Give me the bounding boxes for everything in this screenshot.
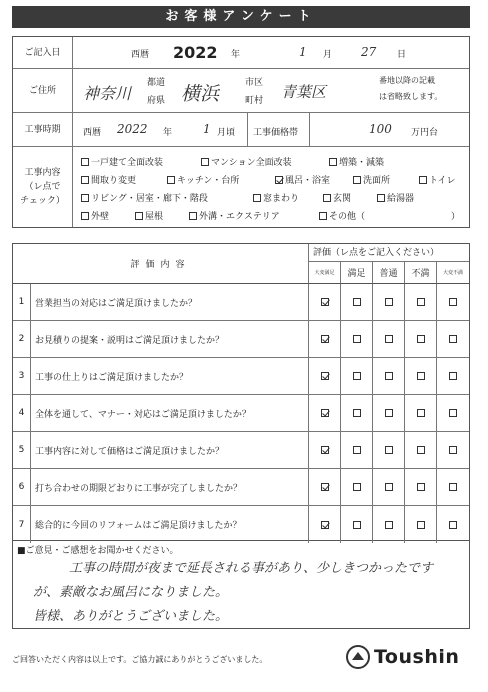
rating-checkbox[interactable] bbox=[449, 372, 457, 380]
rating-cell bbox=[373, 358, 405, 394]
rating-title: 評価（レ点をご記入ください） bbox=[309, 244, 469, 262]
rating-checkbox[interactable] bbox=[417, 298, 425, 306]
rating-checkbox[interactable] bbox=[353, 483, 361, 491]
date-year-unit: 年 bbox=[231, 50, 241, 60]
question-text: 全体を通して、マナー・対応はご満足頂けましたか？ bbox=[31, 395, 309, 431]
rating-checkbox[interactable] bbox=[449, 446, 457, 454]
comment-line[interactable]: が、素敵なお風呂になりました。 bbox=[33, 585, 229, 600]
option-roof[interactable]: 屋根 bbox=[135, 209, 163, 222]
rating-checkbox[interactable] bbox=[385, 483, 393, 491]
option-checkbox[interactable] bbox=[201, 158, 209, 166]
option-checkbox-checked[interactable] bbox=[275, 176, 283, 184]
evaluation-row bbox=[13, 469, 469, 506]
rating-checkbox[interactable] bbox=[385, 335, 393, 343]
option-checkbox[interactable] bbox=[323, 194, 331, 202]
address-note-line1: 番地以降の記載 bbox=[379, 76, 435, 85]
option-exterior-wall[interactable]: 外壁 bbox=[81, 209, 109, 222]
rating-cell bbox=[373, 321, 405, 357]
rating-cell bbox=[309, 469, 341, 505]
option-other-close: ） bbox=[451, 212, 461, 222]
rating-cell bbox=[405, 395, 437, 431]
evaluation-row bbox=[13, 395, 469, 432]
rating-cell bbox=[341, 358, 373, 394]
rating-checkbox[interactable] bbox=[385, 446, 393, 454]
option-toilet[interactable]: トイレ bbox=[419, 173, 456, 186]
rating-checkbox[interactable] bbox=[417, 372, 425, 380]
question-number: 3 bbox=[13, 358, 31, 394]
address-town[interactable]: 青葉区 bbox=[281, 83, 327, 101]
option-exterior[interactable]: 外溝・エクステリア bbox=[189, 209, 280, 222]
option-layout[interactable]: 間取り変更 bbox=[81, 173, 136, 186]
option-water-heater[interactable]: 給湯器 bbox=[377, 191, 414, 204]
rating-checkbox-checked[interactable] bbox=[321, 335, 329, 343]
rating-cell bbox=[373, 284, 405, 320]
price-label: 工事価格帯 bbox=[253, 128, 299, 138]
address-city[interactable]: 横浜 bbox=[181, 83, 220, 105]
period-label: 工事時期 bbox=[13, 113, 73, 146]
rating-checkbox[interactable] bbox=[449, 521, 457, 529]
rating-cell bbox=[437, 432, 469, 468]
rating-checkbox[interactable] bbox=[353, 335, 361, 343]
period-month-unit: 月頃 bbox=[217, 128, 236, 138]
question-text: 工事の仕上りはご満足頂けましたか？ bbox=[31, 358, 309, 394]
rating-cell bbox=[309, 506, 341, 543]
question-text: 営業担当の対応はご満足頂けましたか？ bbox=[31, 284, 309, 320]
question-text: お見積りの提案・説明はご満足頂けましたか？ bbox=[31, 321, 309, 357]
customer-info-form bbox=[12, 36, 470, 228]
option-checkbox[interactable] bbox=[81, 176, 89, 184]
option-checkbox[interactable] bbox=[167, 176, 175, 184]
question-number: 5 bbox=[13, 432, 31, 468]
content-label bbox=[13, 147, 73, 227]
question-number: 2 bbox=[13, 321, 31, 357]
rating-checkbox[interactable] bbox=[417, 446, 425, 454]
rating-cell bbox=[373, 506, 405, 543]
question-number: 7 bbox=[13, 506, 31, 543]
question-number: 4 bbox=[13, 395, 31, 431]
rating-cell bbox=[437, 284, 469, 320]
rating-cell bbox=[405, 321, 437, 357]
rating-checkbox[interactable] bbox=[449, 298, 457, 306]
option-checkbox[interactable] bbox=[189, 212, 197, 220]
rating-checkbox-checked[interactable] bbox=[321, 521, 329, 529]
date-day-unit: 日 bbox=[397, 50, 407, 60]
option-other[interactable]: その他（ bbox=[319, 209, 365, 222]
option-entrance[interactable]: 玄関 bbox=[323, 191, 351, 204]
pref-label-bottom: 府県 bbox=[147, 96, 166, 106]
rating-cell bbox=[341, 284, 373, 320]
rating-cell bbox=[405, 284, 437, 320]
address-label: ご住所 bbox=[13, 69, 73, 112]
rating-checkbox[interactable] bbox=[385, 372, 393, 380]
rating-cell bbox=[405, 358, 437, 394]
col-dissatisfied: 不満 bbox=[405, 262, 437, 283]
rating-cell bbox=[309, 395, 341, 431]
address-row bbox=[13, 69, 469, 113]
date-era: 西暦 bbox=[131, 50, 150, 60]
question-text: 総合的に今回のリフォームはご満足頂けましたか？ bbox=[31, 506, 309, 543]
rating-cell bbox=[405, 506, 437, 543]
question-text: 工事内容に対して価格はご満足頂けましたか？ bbox=[31, 432, 309, 468]
option-checkbox[interactable] bbox=[81, 194, 89, 202]
rating-checkbox[interactable] bbox=[449, 409, 457, 417]
rating-checkbox[interactable] bbox=[353, 446, 361, 454]
evaluation-title: 評価内容 bbox=[13, 244, 309, 283]
option-checkbox[interactable] bbox=[81, 158, 89, 166]
date-day[interactable]: 27 bbox=[361, 45, 377, 59]
rating-cell bbox=[341, 506, 373, 543]
date-month-unit: 月 bbox=[323, 50, 333, 60]
col-very-satisfied: 大変満足 bbox=[309, 262, 341, 283]
option-windows[interactable]: 窓まわり bbox=[253, 191, 299, 204]
comment-heading: ■ご意見・ご感想をお聞かせください。 bbox=[17, 546, 179, 556]
option-checkbox[interactable] bbox=[419, 176, 427, 184]
comment-box bbox=[12, 541, 470, 629]
evaluation-row bbox=[13, 506, 469, 543]
period-year-unit: 年 bbox=[163, 128, 173, 138]
evaluation-row bbox=[13, 358, 469, 395]
option-bath[interactable]: 風呂・浴室 bbox=[275, 173, 330, 186]
option-checkbox[interactable] bbox=[135, 212, 143, 220]
rating-checkbox[interactable] bbox=[385, 409, 393, 417]
rating-checkbox[interactable] bbox=[417, 409, 425, 417]
rating-cell bbox=[405, 432, 437, 468]
col-neutral: 普通 bbox=[373, 262, 405, 283]
period-era: 西暦 bbox=[83, 128, 102, 138]
question-text: 打ち合わせの期限どおりに工事が完了しましたか？ bbox=[31, 469, 309, 505]
rating-cell bbox=[309, 432, 341, 468]
rating-cell bbox=[437, 469, 469, 505]
date-row bbox=[13, 37, 469, 69]
rating-cell bbox=[437, 506, 469, 543]
rating-cell bbox=[373, 395, 405, 431]
rating-cell bbox=[341, 395, 373, 431]
rating-cell bbox=[309, 358, 341, 394]
price-value[interactable]: 100 bbox=[369, 122, 392, 136]
house-logo-icon bbox=[346, 645, 370, 669]
option-washroom[interactable]: 洗面所 bbox=[353, 173, 390, 186]
period-divider-right bbox=[309, 113, 310, 146]
evaluation-table bbox=[12, 243, 470, 541]
rating-checkbox[interactable] bbox=[353, 298, 361, 306]
survey-title: お客様アンケート bbox=[12, 6, 470, 28]
rating-checkbox-checked[interactable] bbox=[321, 446, 329, 454]
date-label: ご記入日 bbox=[13, 37, 73, 68]
rating-checkbox-checked[interactable] bbox=[321, 372, 329, 380]
evaluation-header bbox=[13, 244, 469, 284]
rating-checkbox[interactable] bbox=[385, 521, 393, 529]
city-label-bottom: 町村 bbox=[245, 96, 264, 106]
rating-checkbox[interactable] bbox=[353, 409, 361, 417]
period-month[interactable]: 1 bbox=[203, 122, 211, 136]
option-checkbox[interactable] bbox=[329, 158, 337, 166]
rating-checkbox-checked[interactable] bbox=[321, 409, 329, 417]
comment-line[interactable]: 皆様、ありがとうございました。 bbox=[33, 609, 229, 624]
option-checkbox[interactable] bbox=[253, 194, 261, 202]
city-label-top: 市区 bbox=[245, 78, 264, 88]
date-year[interactable]: 2022 bbox=[173, 43, 218, 62]
rating-checkbox-checked[interactable] bbox=[321, 483, 329, 491]
option-kitchen[interactable]: キッチン・台所 bbox=[167, 173, 239, 186]
rating-checkbox[interactable] bbox=[449, 335, 457, 343]
option-checkbox[interactable] bbox=[377, 194, 385, 202]
rating-cell bbox=[309, 321, 341, 357]
rating-checkbox[interactable] bbox=[353, 521, 361, 529]
period-year[interactable]: 2022 bbox=[117, 122, 148, 136]
footer-text: ご回答いただく内容は以上です。ご協力誠にありがとうございました。 bbox=[12, 655, 268, 664]
rating-cell bbox=[341, 432, 373, 468]
period-row bbox=[13, 113, 469, 147]
period-divider-left bbox=[247, 113, 248, 146]
content-label-line2: （レ点で bbox=[24, 182, 61, 192]
price-unit: 万円台 bbox=[411, 128, 439, 138]
rating-cell bbox=[341, 321, 373, 357]
comment-line[interactable]: 工事の時間が夜まで延長される事があり、少しきつかったです bbox=[69, 561, 434, 576]
rating-cell bbox=[373, 432, 405, 468]
rating-checkbox-checked[interactable] bbox=[321, 298, 329, 306]
evaluation-row bbox=[13, 321, 469, 358]
rating-cell bbox=[341, 469, 373, 505]
col-very-dissatisfied: 大変不満 bbox=[442, 270, 463, 276]
content-label-line1: 工事内容 bbox=[24, 168, 61, 178]
rating-checkbox[interactable] bbox=[417, 483, 425, 491]
date-month[interactable]: 1 bbox=[299, 45, 307, 59]
question-number: 1 bbox=[13, 284, 31, 320]
option-living[interactable]: リビング・居室・廊下・階段 bbox=[81, 191, 208, 204]
rating-checkbox[interactable] bbox=[417, 335, 425, 343]
rating-checkbox[interactable] bbox=[353, 372, 361, 380]
option-checkbox[interactable] bbox=[319, 212, 327, 220]
rating-cell bbox=[373, 469, 405, 505]
option-mansion[interactable]: マンション全面改装 bbox=[201, 155, 292, 168]
rating-checkbox[interactable] bbox=[417, 521, 425, 529]
pref-label-top: 都道 bbox=[147, 78, 166, 88]
rating-cell bbox=[437, 321, 469, 357]
rating-checkbox[interactable] bbox=[385, 298, 393, 306]
evaluation-row bbox=[13, 432, 469, 469]
rating-checkbox[interactable] bbox=[449, 483, 457, 491]
content-label-line3: チェック） bbox=[20, 196, 65, 206]
brand-logo bbox=[346, 645, 459, 669]
option-checkbox[interactable] bbox=[353, 176, 361, 184]
rating-cell bbox=[405, 469, 437, 505]
address-note-line2: は省略致します。 bbox=[379, 92, 443, 101]
option-checkbox[interactable] bbox=[81, 212, 89, 220]
address-prefecture[interactable]: 神奈川 bbox=[83, 84, 132, 103]
rating-cell bbox=[437, 395, 469, 431]
brand-name: Toushin bbox=[374, 646, 460, 668]
rating-cell bbox=[309, 284, 341, 320]
rating-cell bbox=[437, 358, 469, 394]
option-extension[interactable]: 増築・減築 bbox=[329, 155, 384, 168]
col-satisfied: 満足 bbox=[341, 262, 373, 283]
content-row bbox=[13, 147, 469, 227]
option-whole-house[interactable]: 一戸建て全面改装 bbox=[81, 155, 163, 168]
question-number: 6 bbox=[13, 469, 31, 505]
evaluation-row bbox=[13, 284, 469, 321]
